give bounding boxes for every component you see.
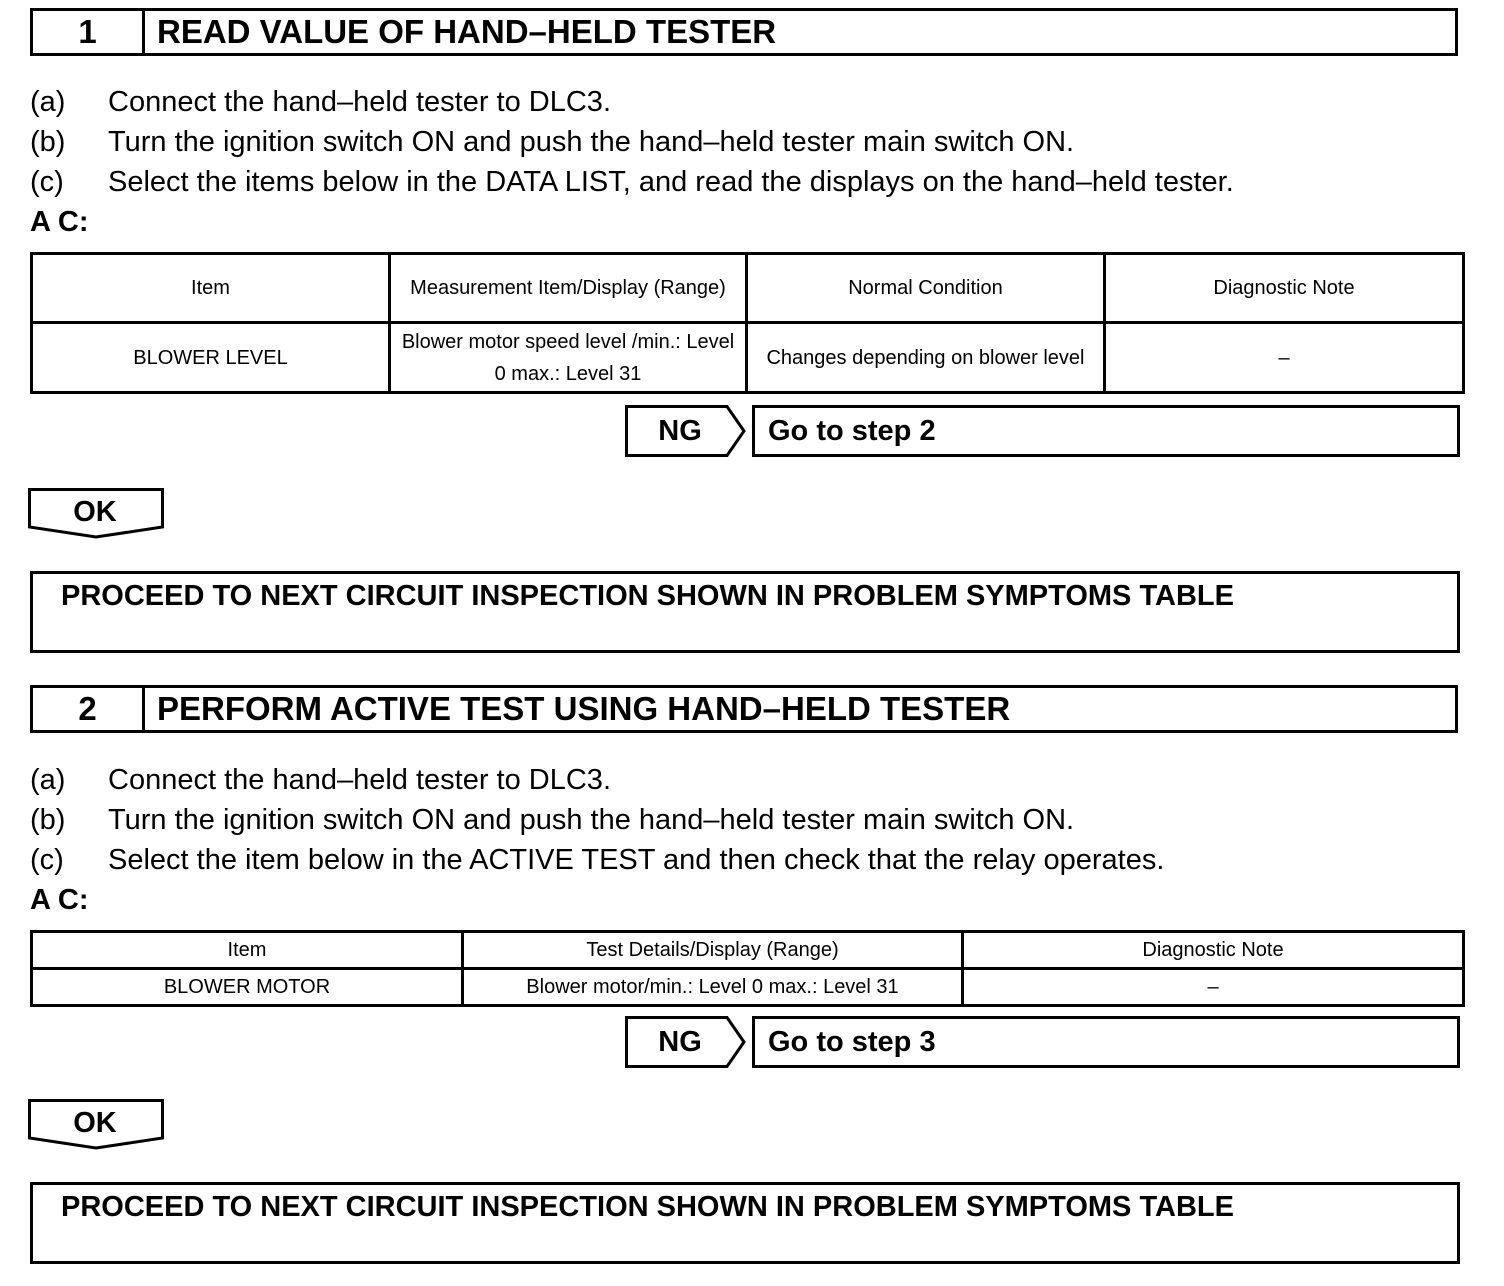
active-test-table (30, 930, 1465, 1007)
step-1-header (30, 8, 1458, 56)
section-label: A C: (30, 884, 89, 916)
table-cell: BLOWER MOTOR (32, 969, 463, 1006)
instruction-text: Turn the ignition switch ON and push the hand–held tester main switch ON. (108, 804, 1075, 836)
step-2-header (30, 685, 1458, 733)
table-cell: Changes depending on blower level (747, 323, 1105, 393)
section-label: A C: (30, 206, 89, 238)
table-header-row (32, 254, 1464, 323)
table-cell: Blower motor speed level /min.: Level 0 max.: Level 31 (390, 323, 747, 393)
header-cell: Test Details/Display (Range) (463, 932, 963, 969)
instruction-label: (a) (30, 86, 66, 118)
header-cell: Diagnostic Note (1105, 254, 1464, 323)
instruction-label: (b) (30, 126, 66, 158)
instruction-text: Connect the hand–held tester to DLC3. (108, 764, 611, 796)
proceed-box: PROCEED TO NEXT CIRCUIT INSPECTION SHOWN IN PROBLEM SYMPTOMS TABLE (30, 1182, 1460, 1264)
step-number: 1 (33, 11, 145, 53)
table-cell: – (1105, 323, 1464, 393)
table-cell: – (963, 969, 1464, 1006)
step-title: READ VALUE OF HAND–HELD TESTER (157, 13, 777, 50)
table-row (32, 969, 1464, 1006)
header-cell: Diagnostic Note (963, 932, 1464, 969)
instruction-text: Connect the hand–held tester to DLC3. (108, 86, 611, 118)
table-row (32, 323, 1464, 393)
header-cell: Normal Condition (747, 254, 1105, 323)
instruction-text: Turn the ignition switch ON and push the hand–held tester main switch ON. (108, 126, 1075, 158)
table-cell: Blower motor/min.: Level 0 max.: Level 31 (463, 969, 963, 1006)
table-header-row (32, 932, 1464, 969)
ok-label: OK (73, 495, 117, 528)
instruction-c (30, 844, 1164, 877)
step-title: PERFORM ACTIVE TEST USING HAND–HELD TESTER (157, 690, 1011, 727)
proceed-box: PROCEED TO NEXT CIRCUIT INSPECTION SHOWN IN PROBLEM SYMPTOMS TABLE (30, 571, 1460, 653)
instruction-a (30, 764, 611, 797)
instruction-label: (b) (30, 804, 66, 836)
instruction-label: (a) (30, 764, 66, 796)
goto-step-3[interactable]: Go to step 3 (752, 1016, 1460, 1068)
ok-label: OK (73, 1106, 117, 1139)
header-cell: Measurement Item/Display (Range) (390, 254, 747, 323)
ng-label: NG (658, 1025, 702, 1058)
instruction-c (30, 166, 1234, 199)
instruction-text: Select the items below in the DATA LIST, and read the displays on the hand–held tester. (108, 166, 1234, 198)
header-cell: Item (32, 932, 463, 969)
instruction-b (30, 126, 1074, 159)
instruction-label: (c) (30, 166, 64, 198)
table-cell: BLOWER LEVEL (32, 323, 390, 393)
data-list-table (30, 252, 1465, 394)
ng-label: NG (658, 414, 702, 447)
instruction-b (30, 804, 1074, 837)
header-cell: Item (32, 254, 390, 323)
goto-step-2[interactable]: Go to step 2 (752, 405, 1460, 457)
instruction-a (30, 86, 611, 119)
step-number: 2 (33, 688, 145, 730)
instruction-label: (c) (30, 844, 64, 876)
instruction-text: Select the item below in the ACTIVE TEST and then check that the relay operates. (108, 844, 1165, 876)
